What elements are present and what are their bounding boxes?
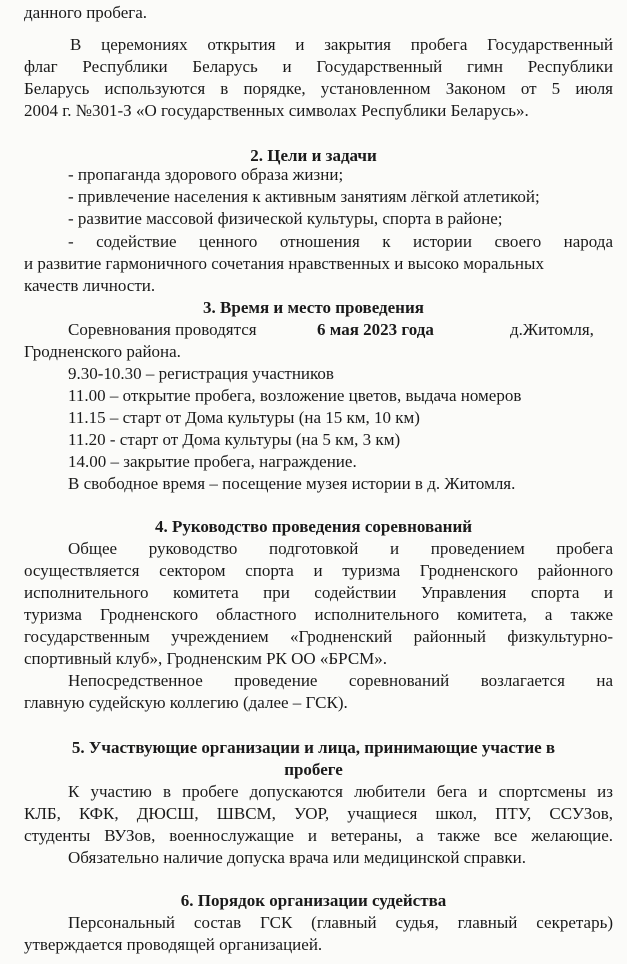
text-line: осуществляется сектором спорта и туризма Гродненского районного <box>24 561 613 580</box>
text-line: спортивный клуб», Гродненским РК ОО «БРСМ». <box>24 649 388 668</box>
list-item: - содействие ценного отношения к истории своего народа <box>68 232 613 251</box>
list-item: - развитие массовой физической культуры, спорта в районе; <box>68 209 503 228</box>
text-line: флаг Республики Беларусь и Государственный гимн Республики <box>24 57 613 76</box>
text-line: утверждается проводящей организацией. <box>24 935 323 954</box>
text-line: и развитие гармоничного сочетания нравственных и высоко моральных <box>24 254 544 273</box>
text-line: КЛБ, КФК, ДЮСШ, ШВСМ, УОР, учащиеся школ, ПТУ, ССУЗов, <box>24 804 613 823</box>
text-line: данного пробега. <box>24 3 148 22</box>
text-line: Общее руководство подготовкой и проведением пробега <box>68 539 613 558</box>
list-item: - пропаганда здорового образа жизни; <box>68 165 344 184</box>
text-line: туризма Гродненского областного исполнительного комитета, а также <box>24 605 613 624</box>
section-heading: 5. Участвующие организации и лица, принимающие участие в <box>71 738 556 757</box>
section-heading-cont: пробеге <box>284 760 343 779</box>
list-item: - привлечение населения к активным занятиям лёгкой атлетикой; <box>68 187 540 206</box>
text-line: 2004 г. №301-З «О государственных символах Республики Беларусь». <box>24 101 529 120</box>
section-heading: 2. Цели и задачи <box>250 146 377 165</box>
text-line: В церемониях открытия и закрытия пробега Государственный <box>70 35 613 54</box>
event-date: 6 мая 2023 года <box>317 320 434 339</box>
text-line: исполнительного комитета при содействии Управления спорта и <box>24 583 613 602</box>
text-line: студенты ВУЗов, военнослужащие и ветераны, а также все желающие. <box>24 826 613 845</box>
text-line: Обязательно наличие допуска врача или медицинской справки. <box>68 848 527 867</box>
text-line: Гродненского района. <box>24 342 181 361</box>
text-line: д.Житомля, <box>510 320 594 339</box>
text-line: К участию в пробеге допускаются любители бега и спортсмены из <box>68 782 613 801</box>
section-heading: 3. Время и место проведения <box>203 298 424 317</box>
section-heading: 4. Руководство проведения соревнований <box>154 517 473 536</box>
text-line: Персональный состав ГСК (главный судья, главный секретарь) <box>68 913 613 932</box>
schedule-item: 11.20 - старт от Дома культуры (на 5 км, 3 км) <box>68 430 401 449</box>
schedule-item: 11.00 – открытие пробега, возложение цветов, выдача номеров <box>68 386 522 405</box>
schedule-item: 9.30-10.30 – регистрация участников <box>68 364 334 383</box>
schedule-item: 11.15 – старт от Дома культуры (на 15 км, 10 км) <box>68 408 420 427</box>
section-heading: 6. Порядок организации судейства <box>180 891 447 910</box>
schedule-item: 14.00 – закрытие пробега, награждение. <box>68 452 357 471</box>
text-line: Беларусь используются в порядке, установленном Законом от 5 июля <box>24 79 613 98</box>
text-line: главную судейскую коллегию (далее – ГСК). <box>24 693 348 712</box>
text-line: Соревнования проводятся <box>68 320 257 339</box>
text-line: Непосредственное проведение соревнований возлагается на <box>68 671 613 690</box>
schedule-item: В свободное время – посещение музея истории в д. Житомля. <box>68 474 516 493</box>
text-line: государственным учреждением «Гродненский районный физкультурно- <box>24 627 613 646</box>
text-line: качеств личности. <box>24 276 156 295</box>
